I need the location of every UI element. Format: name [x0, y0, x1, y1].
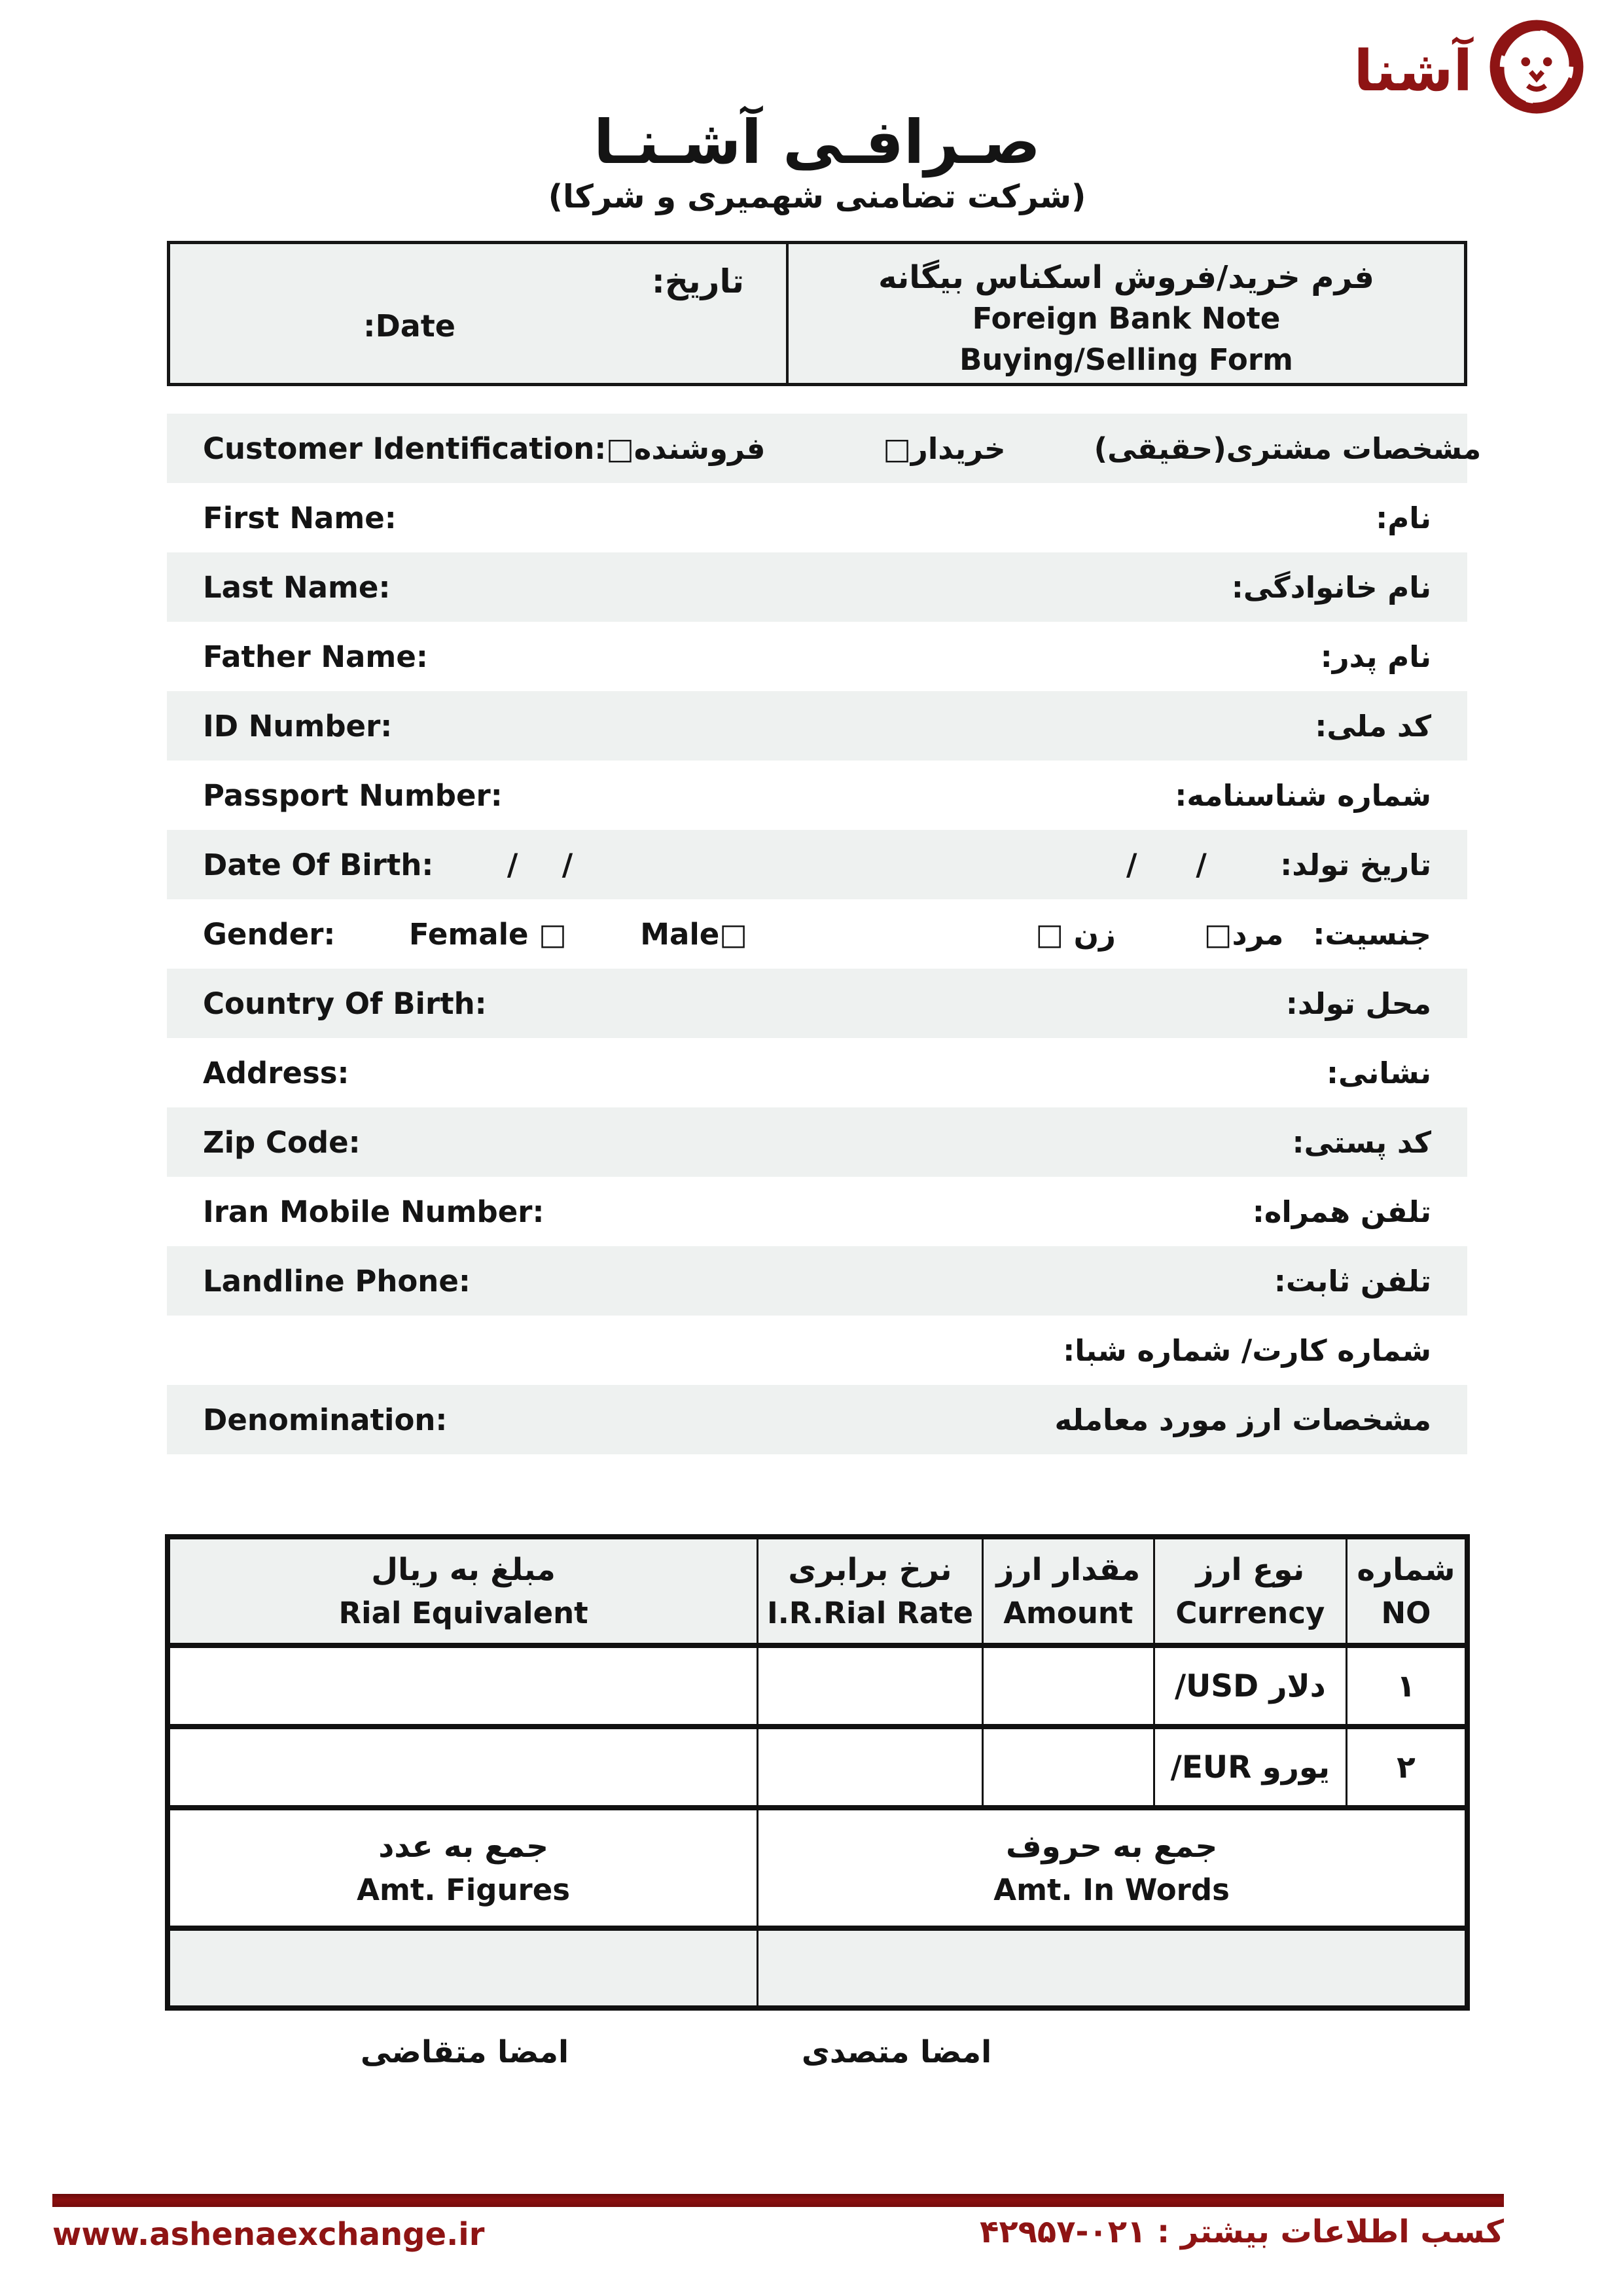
row-customer-identification	[167, 414, 1482, 483]
col-header-amount	[982, 1537, 1154, 1645]
field-label-en: ID Number:	[203, 708, 393, 744]
rate-cell-empty	[758, 1727, 983, 1808]
col-header-rate	[758, 1537, 983, 1645]
row-number: ۲	[1346, 1727, 1467, 1808]
row-last-name	[167, 552, 1467, 622]
rial-cell-empty	[168, 1645, 758, 1727]
words-label-fa: جمع به حروف	[1005, 1829, 1218, 1865]
footer-divider-bar	[52, 2194, 1504, 2207]
row-father-name	[167, 622, 1467, 691]
field-label-en: Date Of Birth: / /	[203, 847, 573, 882]
field-label-fa: تلفن ثابت:	[1274, 1263, 1431, 1299]
date-cell	[170, 244, 789, 383]
field-label-fa: نشانی:	[1326, 1055, 1431, 1090]
figures-label-en: Amt. Figures	[357, 1873, 571, 1907]
row-card-sheba-number	[167, 1316, 1467, 1385]
rial-cell-empty	[168, 1727, 758, 1808]
field-label-fa: محل تولد:	[1285, 986, 1431, 1021]
col-no-en: NO	[1381, 1596, 1431, 1630]
row-id-number	[167, 691, 1467, 761]
field-label-en: Father Name:	[203, 639, 428, 674]
row-address	[167, 1038, 1467, 1107]
lion-emblem-icon	[1487, 17, 1586, 117]
row-zip-code	[167, 1107, 1467, 1177]
col-header-no	[1346, 1537, 1467, 1645]
field-label-fa: کد پستی:	[1292, 1124, 1431, 1160]
currency-usd-label: دلار USD/	[1154, 1645, 1346, 1727]
field-label-en: Denomination:	[203, 1402, 448, 1437]
table-row-eur	[168, 1727, 1467, 1808]
field-label-en: Passport Number:	[203, 778, 503, 813]
field-label-fa: تاریخ تولد: / /	[1126, 847, 1431, 882]
figures-label-fa: جمع به عدد	[378, 1829, 548, 1865]
words-label-en: Amt. In Words	[993, 1873, 1230, 1907]
applicant-signature-label: امضا متقاضی	[360, 2034, 569, 2070]
form-title-en-line1: Foreign Bank Note	[972, 301, 1281, 336]
page-title: صـرافـی آشـنـا	[594, 107, 1041, 177]
col-no-fa: شماره	[1357, 1552, 1455, 1588]
field-label-fa: تلفن همراه:	[1252, 1194, 1431, 1229]
field-label-en: Zip Code:	[203, 1124, 361, 1160]
row-gender	[167, 899, 1467, 969]
col-amount-en: Amount	[1003, 1596, 1133, 1630]
more-info-phone: کسب اطلاعات بیشتر : ۰۲۱-۴۲۹۵۷	[980, 2214, 1504, 2250]
col-currency-fa: نوع ارز	[1196, 1552, 1305, 1588]
amount-in-words-header	[758, 1808, 1467, 1928]
field-label-fa: جنسیت: مرد□ زن □	[1035, 916, 1431, 952]
row-country-of-birth	[167, 969, 1467, 1038]
totals-entry-row	[168, 1928, 1467, 2008]
form-title-fa: فرم خرید/فروش اسکناس بیگانه	[878, 259, 1374, 296]
totals-label-row	[168, 1808, 1467, 1928]
col-rial-en: Rial Equivalent	[338, 1596, 588, 1630]
logo-wordmark: آشنا	[1353, 39, 1472, 104]
amount-cell-empty	[982, 1727, 1154, 1808]
field-label-fa: مشخصات ارز مورد معامله	[1054, 1402, 1431, 1437]
col-header-rial-equivalent	[168, 1537, 758, 1645]
form-title-en-line2: Buying/Selling Form	[959, 342, 1293, 378]
company-logo	[1354, 17, 1586, 117]
field-label-fa: مشخصات مشتری(حقیقی) خریدار□ فروشنده□	[606, 431, 1482, 466]
amount-figures-header	[168, 1808, 758, 1928]
page-subtitle: (شرکت تضامنی شهمیری و شرکا)	[548, 178, 1086, 215]
date-label-en: Date:	[363, 308, 455, 344]
field-label-en: Last Name:	[203, 569, 391, 605]
customer-fields	[167, 414, 1482, 1454]
col-currency-en: Currency	[1175, 1596, 1325, 1630]
field-label-en: Gender: Female □ Male□	[203, 916, 747, 952]
form-header-box	[167, 241, 1467, 386]
date-label-fa: تاریخ:	[651, 262, 744, 300]
col-rate-fa: نرخ برابری	[788, 1552, 952, 1588]
operator-signature-label: امضا متصدی	[801, 2034, 992, 2070]
field-label-en: First Name:	[203, 500, 397, 535]
row-first-name	[167, 483, 1467, 552]
row-number: ۱	[1346, 1645, 1467, 1727]
website-link: www.ashenaexchange.ir	[52, 2216, 485, 2253]
row-date-of-birth	[167, 830, 1467, 899]
row-passport-number	[167, 761, 1467, 830]
form-title-cell	[789, 244, 1464, 383]
field-label-fa: شماره شناسنامه:	[1175, 778, 1431, 813]
field-label-fa: کد ملی:	[1315, 708, 1431, 744]
field-label-fa: نام خانوادگی:	[1231, 569, 1431, 605]
field-label-en: Iran Mobile Number:	[203, 1194, 544, 1229]
currency-table	[165, 1534, 1470, 2011]
row-mobile-number	[167, 1177, 1467, 1246]
field-label-en: Address:	[203, 1055, 349, 1090]
col-amount-fa: مقدار ارز	[996, 1552, 1141, 1588]
col-header-currency	[1154, 1537, 1346, 1645]
amount-in-words-cell-empty	[758, 1928, 1467, 2008]
field-label-fa: شماره کارت/ شماره شبا:	[1063, 1333, 1431, 1368]
row-landline-phone	[167, 1246, 1467, 1316]
field-label-en: Country Of Birth:	[203, 986, 487, 1021]
amount-figures-cell-empty	[168, 1928, 758, 2008]
field-label-en: Landline Phone:	[203, 1263, 471, 1299]
row-denomination	[167, 1385, 1467, 1454]
table-row-usd	[168, 1645, 1467, 1727]
rate-cell-empty	[758, 1645, 983, 1727]
field-label-fa: نام پدر:	[1320, 639, 1431, 674]
field-label-fa: نام:	[1376, 500, 1431, 535]
col-rate-en: I.R.Rial Rate	[766, 1596, 973, 1630]
field-label-en: Customer Identification:	[203, 431, 607, 466]
amount-cell-empty	[982, 1645, 1154, 1727]
currency-eur-label: یورو EUR/	[1154, 1727, 1346, 1808]
table-header-row	[168, 1537, 1467, 1645]
col-rial-fa: مبلغ به ریال	[371, 1552, 556, 1588]
